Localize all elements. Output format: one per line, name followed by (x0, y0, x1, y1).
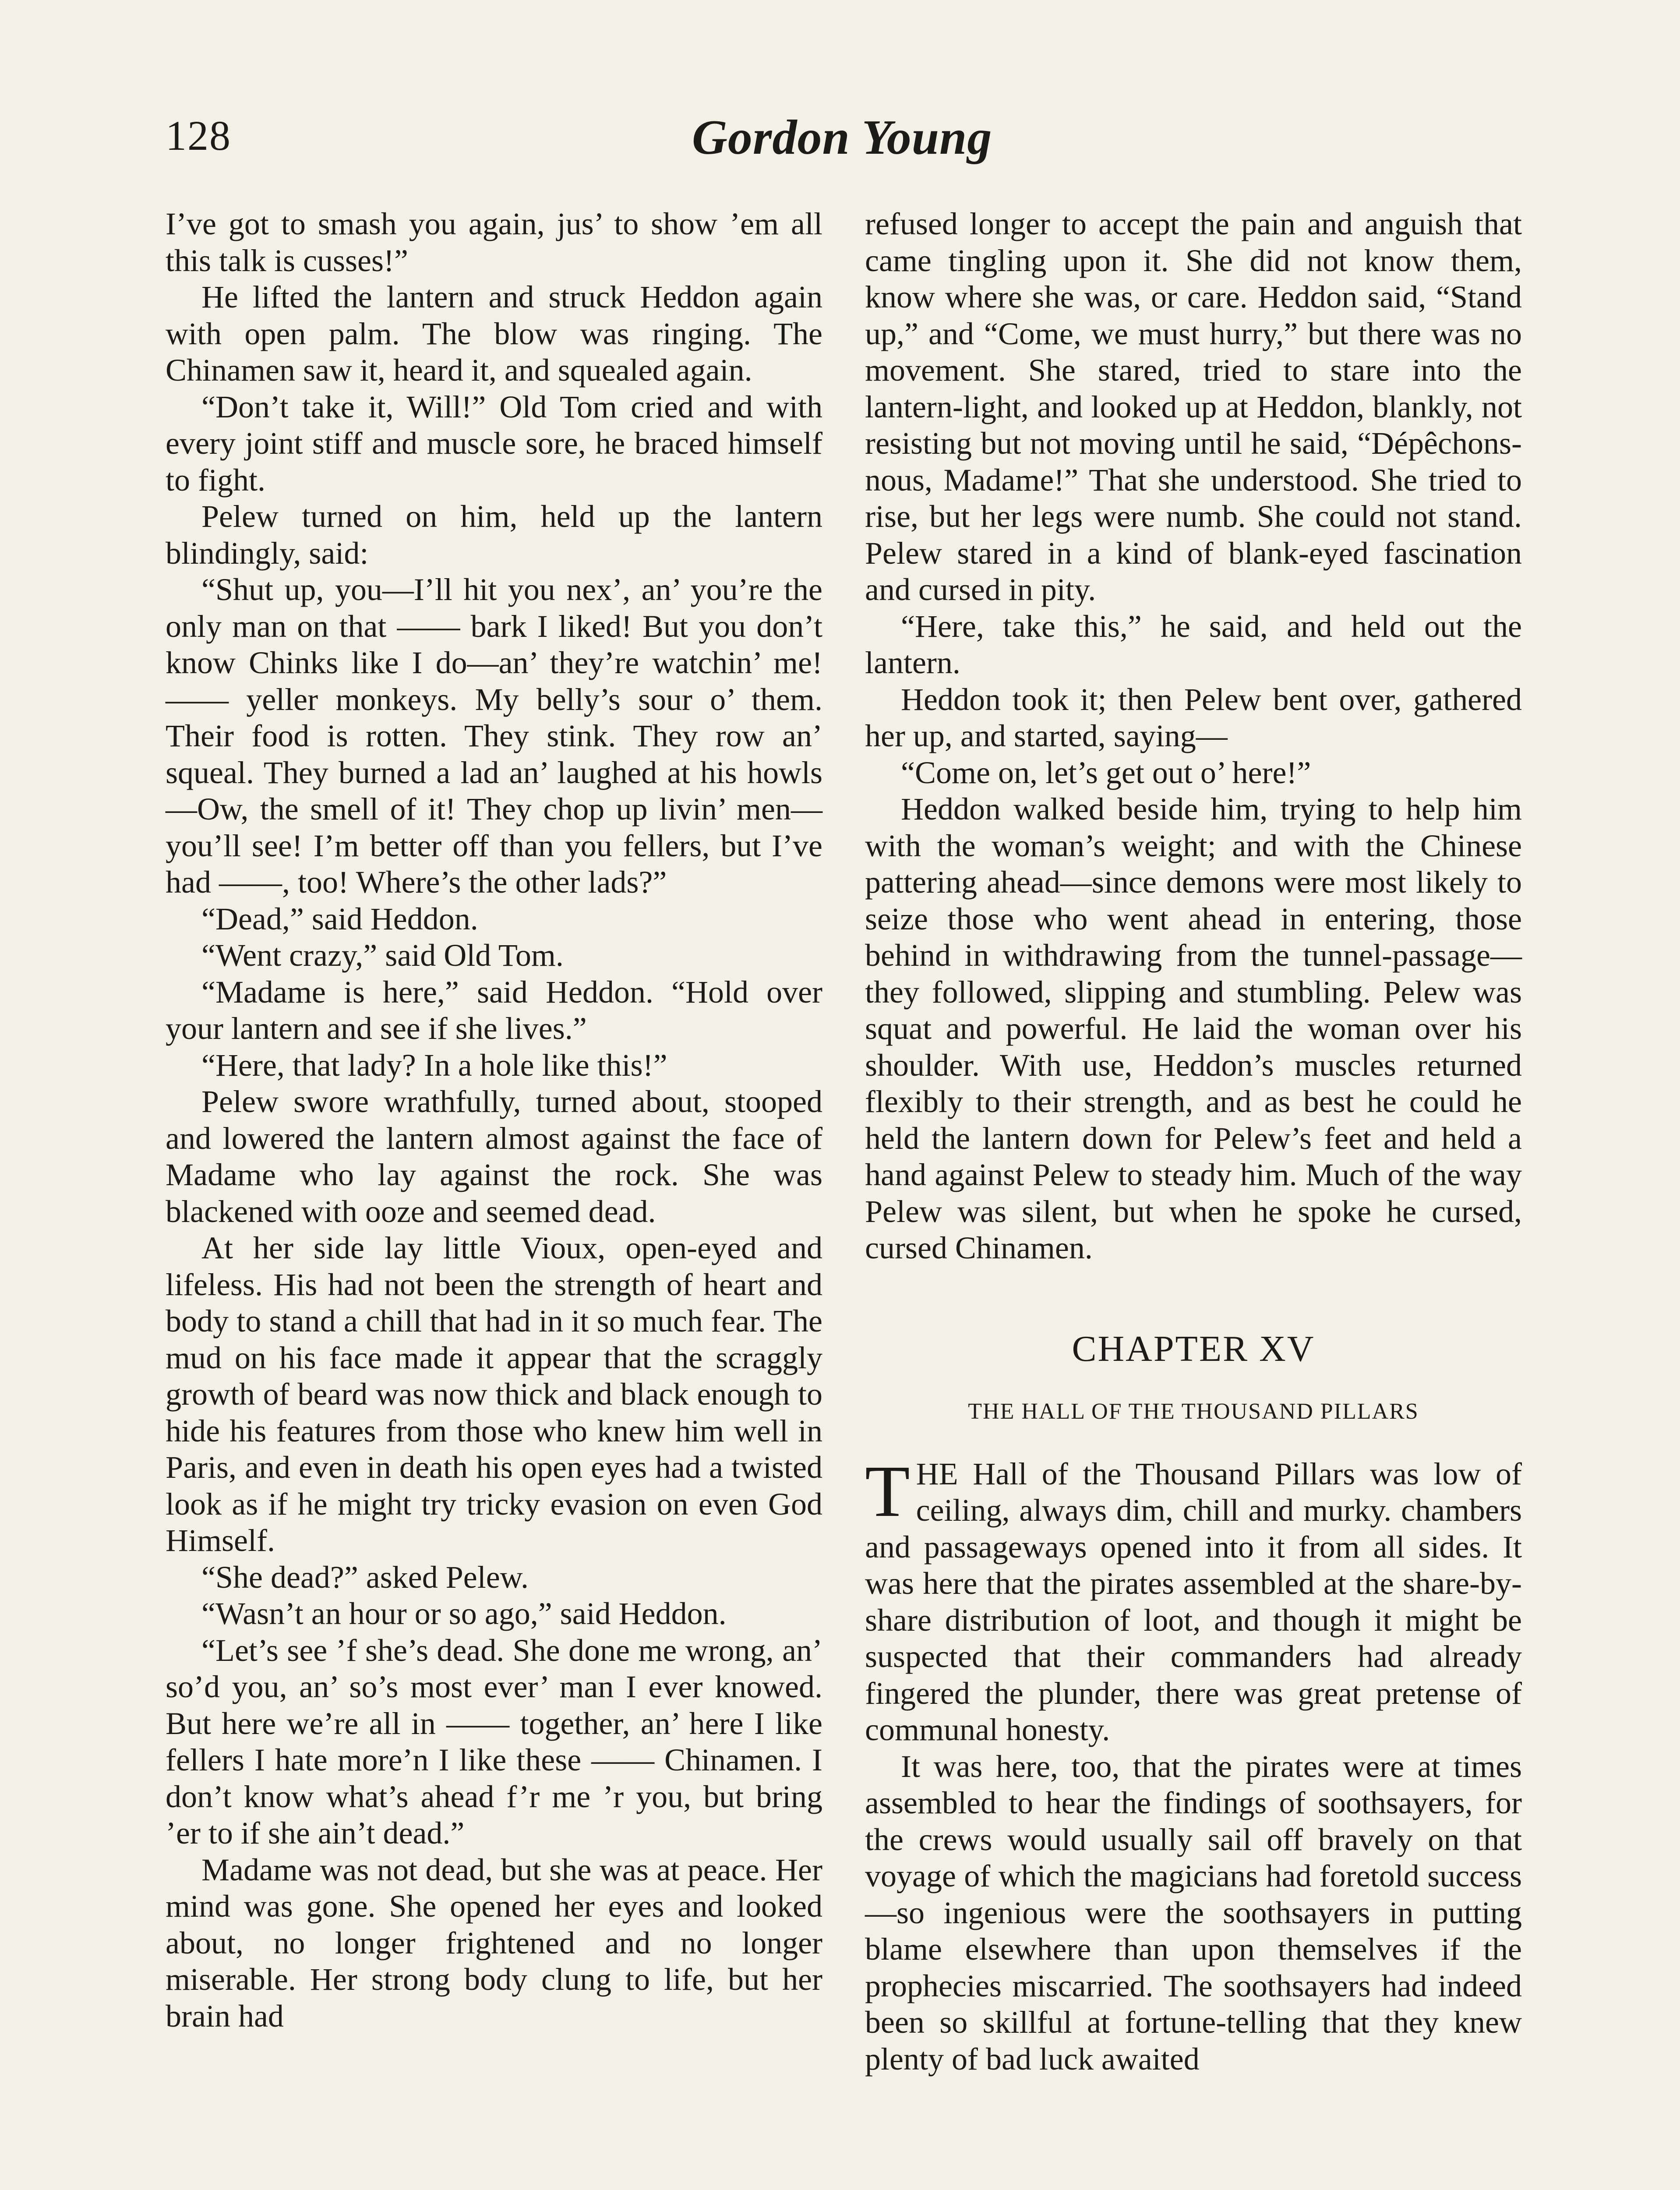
paragraph: Pelew turned on him, held up the lantern blindingly, said: (166, 499, 822, 571)
paragraph: At her side lay little Vioux, open-eyed and lifeless. His had not been the strength of heart and body to stand a chill that had in it so much fear. The mud on his face made it appear that the scraggly growth of beard was now thick and black enough to hide his features from those who knew him well in Paris, and even in death his open eyes had a twisted look as if he might try tricky evasion on even God Himself. (166, 1230, 822, 1558)
paragraph: He lifted the lantern and struck Heddon again with open palm. The blow was ringing. The Chinamen saw it, heard it, and squealed again. (166, 279, 822, 388)
page-number: 128 (166, 112, 231, 159)
paragraph: I’ve got to smash you again, jus’ to show ’em all this talk is cusses!” (166, 206, 822, 278)
paragraph: “Here, that lady? In a hole like this!” (201, 1047, 667, 1083)
paragraph: “Wasn’t an hour or so ago,” said Heddon. (201, 1596, 727, 1631)
paragraph: Heddon walked beside him, trying to help him with the woman’s weight; and with the Chinese pattering ahead—since demons were most likely to seize those who went ahead in entering, those behind in withdrawing from the tunnel-passage—they followed, slipping and stumbling. Pelew was squat and powerful. He laid the woman over his shoulder. With use, Heddon’s muscles returned flexibly to their strength, and as best he could he held the lantern down for Pelew’s feet and held a hand against Pelew to steady him. Much of the way Pelew was silent, but when he spoke he cursed, cursed Chinamen. (865, 791, 1522, 1265)
right-column (865, 206, 1522, 2077)
paragraph: “Dead,” said Heddon. (201, 901, 478, 936)
paragraph: Madame was not dead, but she was at peace. Her mind was gone. She opened her eyes and looked about, no longer frightened and no longer miserable. Her strong body clung to life, but her brain had (166, 1852, 822, 2034)
left-column (166, 206, 822, 2035)
paragraph: Heddon took it; then Pelew bent over, gathered her up, and started, saying— (865, 682, 1522, 753)
chapter-first-paragraph (865, 1450, 1522, 1748)
chapter-subtitle: THE HALL OF THE THOUSAND PILLARS (968, 1399, 1419, 1424)
paragraph: refused longer to accept the pain and anguish that came tingling upon it. She did not know them, know where she was, or care. Heddon said, “Stand up,” and “Come, we must hurry,” but there was no movement. She stared, tried to stare into the lantern-light, and looked up at Heddon, blankly, not resisting but not moving until he said, “Dépêchons-nous, Madame!” That she understood. She tried to rise, but her legs were numb. She could not stand. Pelew stared in a kind of blank-eyed fascination and cursed in pity. (865, 206, 1522, 607)
paragraph: “Come on, let’s get out o’ here!” (901, 755, 1311, 790)
drop-cap: T (865, 1450, 910, 1532)
paragraph: “Went crazy,” said Old Tom. (201, 938, 564, 973)
chapter-first-paragraph-text: HE Hall of the Thousand Pillars was low of ceiling, always dim, chill and murky. chambers and passageways opened into it from all sides. It was here that the pirates assembled at the share-by-share distribution of loot, and though it might be suspected that their commanders had already fingered the plunder, there was great pretense of communal honesty. (865, 1456, 1522, 1747)
paragraph: Pelew swore wrathfully, turned about, stooped and lowered the lantern almost against the face of Madame who lay against the rock. She was blackened with ooze and seemed dead. (166, 1084, 822, 1229)
paragraph: “Madame is here,” said Heddon. “Hold over your lantern and see if she lives.” (166, 974, 822, 1046)
paragraph: “Don’t take it, Will!” Old Tom cried and with every joint stiff and muscle sore, he braced himself to fight. (166, 389, 822, 498)
chapter-title: CHAPTER XV (1072, 1328, 1315, 1369)
paragraph: “Here, take this,” he said, and held out the lantern. (865, 608, 1522, 680)
paragraph: “Shut up, you—I’ll hit you nex’, an’ you’re the only man on that —— bark I liked! But you don’t know Chinks like I do—an’ they’re watchin’ me! —— yeller monkeys. My belly’s sour o’ them. Their food is rotten. They stink. They row an’ squeal. They burned a lad an’ laughed at his howls—Ow, the smell of it! They chop up livin’ men—you’ll see! I’m better off than you fellers, but I’ve had ——, too! Where’s the other lads?” (166, 572, 822, 900)
paragraph: It was here, too, that the pirates were at times assembled to hear the findings of soothsayers, for the crews would usually sail off bravely on that voyage of which the magicians had foretold success—so ingenious were the soothsayers in putting blame elsewhere than upon themselves if the prophecies miscarried. The soothsayers had indeed been so skillful at fortune-telling that they knew plenty of bad luck awaited (865, 1748, 1522, 2077)
paragraph: “She dead?” asked Pelew. (201, 1559, 529, 1595)
running-head: Gordon Young (692, 110, 992, 165)
paragraph: “Let’s see ’f she’s dead. She done me wrong, an’ so’d you, an’ so’s most ever’ man I ever knowed. But here we’re all in —— together, an’ here I like fellers I hate more’n I like these —— Chinamen. I don’t know what’s ahead f’r me ’r you, but bring ’er to if she ain’t dead.” (166, 1632, 822, 1851)
